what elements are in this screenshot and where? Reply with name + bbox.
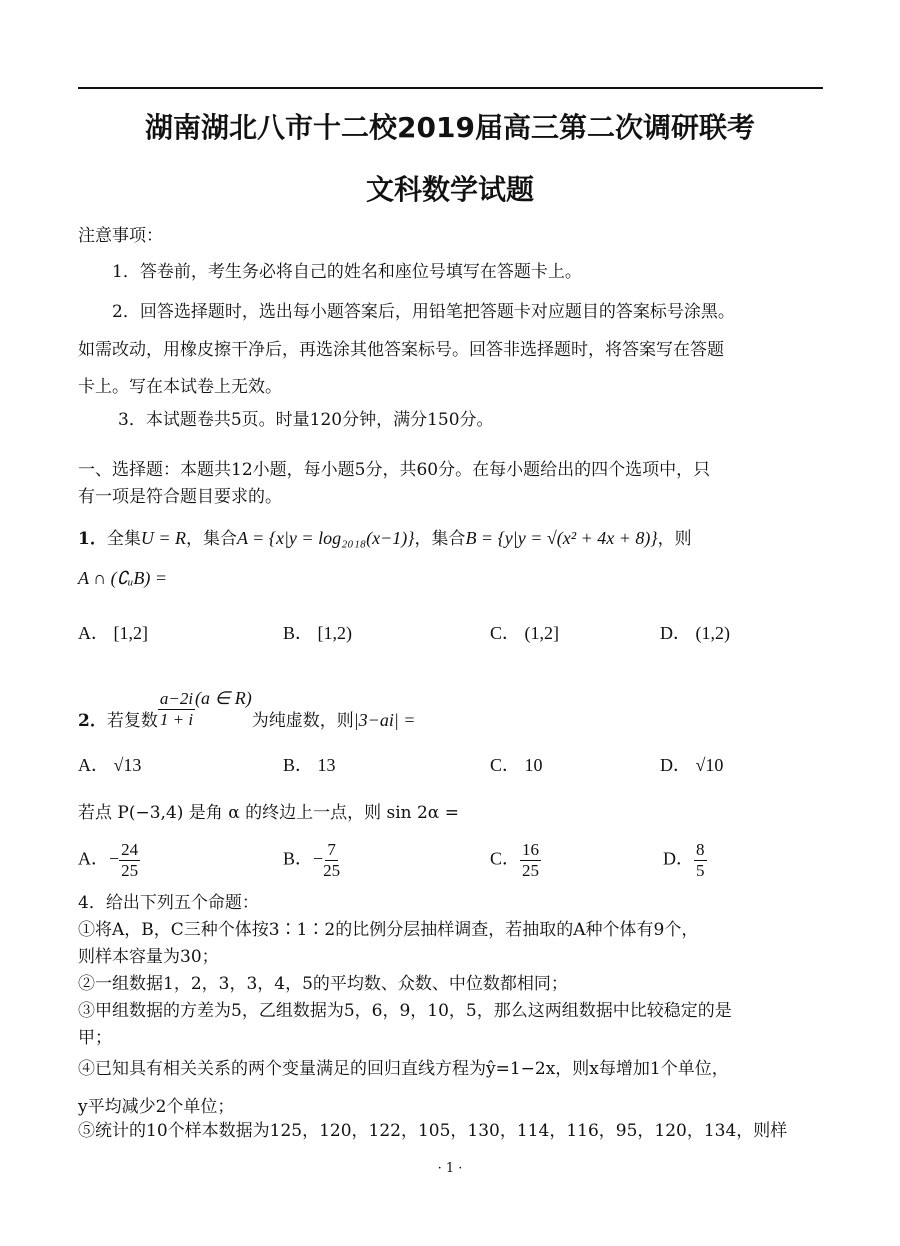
numerator: 7 bbox=[327, 840, 336, 859]
numerator: 16 bbox=[522, 840, 540, 859]
q1-option-a: A． [1,2] bbox=[78, 623, 148, 643]
q1-math: B = {y|y = √(x² + 4x + 8)} bbox=[465, 528, 658, 548]
q1-option-d: D． (1,2) bbox=[660, 623, 730, 643]
sign: − bbox=[109, 848, 120, 869]
notice-item: 1．答卷前，考生务必将自己的姓名和座位号填写在答题卡上。 bbox=[112, 262, 582, 282]
question-3: 若点 P(−3,4) 是角 α 的终边上一点，则 sin 2α = bbox=[78, 803, 459, 823]
q2-option-a: A． √13 bbox=[78, 755, 142, 775]
denominator: 25 bbox=[522, 861, 540, 880]
denominator: 5 bbox=[696, 861, 705, 880]
q4-line: ④已知具有相关关系的两个变量满足的回归直线方程为ŷ=1−2x，则x每增加1个单位， bbox=[78, 1059, 729, 1079]
exam-subtitle: 文科数学试题 bbox=[365, 173, 534, 206]
q2-text: 若复数 bbox=[106, 711, 158, 731]
q1-option-b: B． [1,2) bbox=[283, 623, 352, 643]
q2-numerator: a−2i bbox=[159, 689, 194, 708]
q2-option-d: D． √10 bbox=[660, 755, 724, 775]
q2-option-c: C． 10 bbox=[490, 755, 543, 775]
q3-option-b bbox=[283, 840, 340, 881]
question-4: 4．给出下列五个命题： bbox=[78, 893, 259, 913]
q2-denominator: 1 + i bbox=[159, 710, 194, 729]
q1-math: U = R bbox=[140, 528, 186, 548]
q1-option-c: C． (1,2] bbox=[490, 623, 559, 643]
option-label: D． bbox=[663, 848, 694, 869]
q1-number: 1． bbox=[78, 529, 107, 549]
q2-expr: |3−ai| = bbox=[353, 710, 416, 730]
q4-line: ②一组数据1，2，3，3，4，5的平均数、众数、中位数都相同； bbox=[78, 974, 568, 994]
q4-line: ①将A，B，C三种个体按3∶1∶2的比例分层抽样调查，若抽取的A种个体有9个， bbox=[78, 920, 699, 940]
question-2 bbox=[78, 688, 416, 742]
q3-option-a bbox=[78, 840, 140, 881]
option-label: A． bbox=[78, 848, 109, 869]
numerator: 24 bbox=[121, 840, 139, 859]
page-number: · 1 · bbox=[437, 1161, 463, 1176]
q1-text: ，集合 bbox=[185, 529, 237, 549]
sign: − bbox=[313, 848, 324, 869]
q2-number: 2． bbox=[78, 711, 107, 731]
q3-option-d bbox=[663, 840, 707, 881]
q1-text: ，集合 bbox=[414, 529, 466, 549]
option-label: C． bbox=[490, 848, 521, 869]
exam-title: 湖南湖北八市十二校2019届高三第二次调研联考 bbox=[145, 111, 755, 144]
q1-text: ，则 bbox=[657, 529, 692, 549]
section-heading-cont: 有一项是符合题目要求的。 bbox=[78, 487, 282, 507]
q1-text: 全集 bbox=[106, 529, 141, 549]
section-heading: 一、选择题：本题共12小题，每小题5分，共60分。在每小题给出的四个选项中，只 bbox=[78, 460, 711, 480]
option-label: B． bbox=[283, 848, 314, 869]
notice-item: 2．回答选择题时，选出每小题答案后，用铅笔把答题卡对应题目的答案标号涂黑。 bbox=[112, 302, 735, 322]
q3-option-c bbox=[490, 840, 541, 881]
notice-item: 3．本试题卷共5页。时量120分钟，满分150分。 bbox=[118, 410, 494, 430]
denominator: 25 bbox=[121, 861, 139, 880]
notice-item: 如需改动，用橡皮擦干净后，再选涂其他答案标号。回答非选择题时，将答案写在答题 bbox=[78, 340, 724, 360]
q1-line2: A ∩ (∁ᵤB) = bbox=[78, 568, 168, 588]
notice-item: 卡上。写在本试卷上无效。 bbox=[78, 377, 282, 397]
q4-line: 则样本容量为30； bbox=[78, 947, 219, 967]
q4-line: 甲； bbox=[78, 1028, 112, 1048]
q2-option-b: B． 13 bbox=[283, 755, 336, 775]
q2-condition: (a ∈ R) bbox=[195, 688, 252, 708]
q4-line: y平均减少2个单位； bbox=[78, 1097, 235, 1117]
notice-heading: 注意事项： bbox=[78, 226, 163, 246]
q1-math: A = {x|y = log₂₀₁₈(x−1)} bbox=[236, 528, 415, 548]
numerator: 8 bbox=[696, 840, 705, 859]
denominator: 25 bbox=[323, 861, 341, 880]
top-rule bbox=[78, 87, 823, 89]
q4-line: ③甲组数据的方差为5，乙组数据为5，6，9，10，5，那么这两组数据中比较稳定的是 bbox=[78, 1001, 732, 1021]
q4-line: ⑤统计的10个样本数据为125，120，122，105，130，114，116，95，120，134，则样 bbox=[78, 1121, 788, 1141]
question-1 bbox=[78, 527, 692, 550]
q2-text: 为纯虚数，则 bbox=[251, 711, 354, 731]
